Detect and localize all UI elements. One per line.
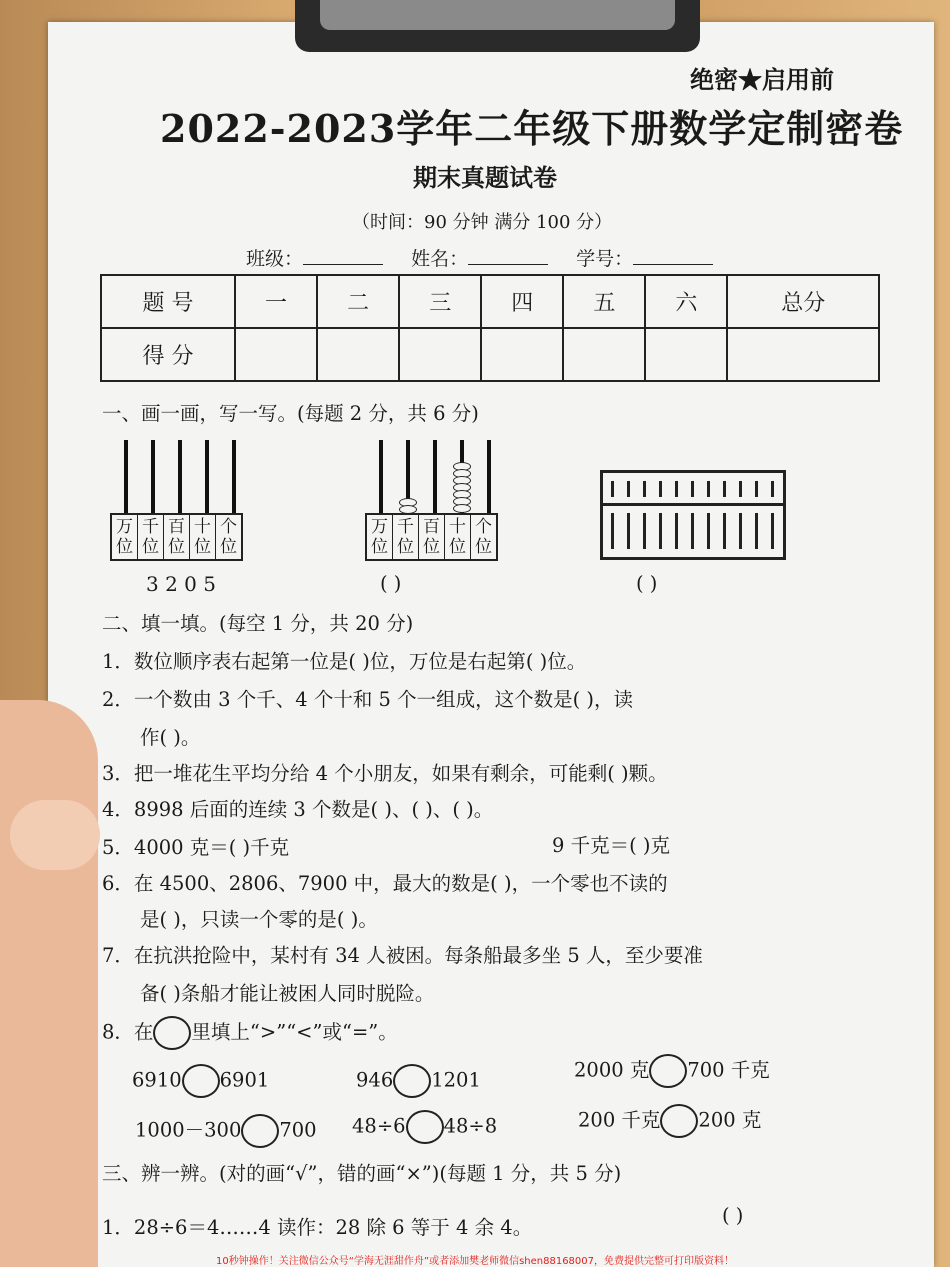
score-header-cell: 一 <box>235 275 317 328</box>
section3-title: 三、辨一辨。(对的画“√”，错的画“×”)(每题 1 分，共 5 分) <box>102 1162 622 1185</box>
q2-3: 3．把一堆花生平均分给 4 个小朋友，如果有剩余，可能剩( )颗。 <box>102 762 668 785</box>
abacus-3-frame <box>600 470 786 560</box>
score-header-cell: 五 <box>563 275 645 328</box>
compare-circle[interactable] <box>406 1110 444 1144</box>
q2-5b: 9 千克＝( )克 <box>552 834 671 857</box>
score-cell[interactable] <box>235 328 317 381</box>
score-header-cell: 二 <box>317 275 399 328</box>
score-cell[interactable] <box>317 328 399 381</box>
thumb <box>10 800 100 870</box>
id-blank[interactable] <box>633 264 713 265</box>
score-cell[interactable] <box>563 328 645 381</box>
name-label: 姓名： <box>411 248 469 270</box>
compare-3: 2000 克 700 千克 <box>574 1054 770 1088</box>
secret-label: 绝密★启用前 <box>690 65 834 94</box>
score-header-cell: 四 <box>481 275 563 328</box>
score-row-label: 得 分 <box>101 328 235 381</box>
compare-circle[interactable] <box>649 1054 687 1088</box>
q3-1-answer[interactable]: ( ) <box>722 1204 744 1227</box>
exam-title: 2022-2023学年二年级下册数学定制密卷 <box>160 106 904 151</box>
abacus-2-answer[interactable]: ( ) <box>380 572 402 595</box>
score-header-row <box>101 275 879 328</box>
score-cell[interactable] <box>645 328 727 381</box>
compare-1: 6910 6901 <box>132 1064 269 1098</box>
score-cell[interactable] <box>399 328 481 381</box>
place-value-labels: 万位 千位 百位 十位 个位 <box>365 513 498 561</box>
score-header-cell: 三 <box>399 275 481 328</box>
name-blank[interactable] <box>468 264 548 265</box>
score-value-row <box>101 328 879 381</box>
student-fields <box>246 244 735 271</box>
q2-7b: 备( )条船才能让被困人同时脱险。 <box>140 982 435 1005</box>
compare-circle[interactable] <box>182 1064 220 1098</box>
compare-circle <box>153 1016 191 1050</box>
exam-subtitle: 期末真题试卷 <box>413 163 557 192</box>
class-label: 班级： <box>246 248 304 270</box>
bead <box>453 504 471 513</box>
score-table <box>100 274 880 382</box>
q2-7a: 7．在抗洪抢险中，某村有 34 人被困。每条船最多坐 5 人，至少要准 <box>102 944 703 967</box>
score-header-cell: 总分 <box>727 275 879 328</box>
q2-2b: 作( )。 <box>140 726 201 749</box>
q2-2a: 2．一个数由 3 个千、4 个十和 5 个一组成，这个数是( )，读 <box>102 688 634 711</box>
score-header-cell: 六 <box>645 275 727 328</box>
abacus-2 <box>365 440 505 565</box>
id-label: 学号： <box>576 248 634 270</box>
clip-plate <box>320 0 675 30</box>
compare-5: 48÷6 48÷8 <box>352 1110 497 1144</box>
time-info: （时间：90 分钟 满分 100 分） <box>352 212 613 233</box>
place-value-labels: 万位 千位 百位 十位 个位 <box>110 513 243 561</box>
class-blank[interactable] <box>303 264 383 265</box>
compare-circle[interactable] <box>660 1104 698 1138</box>
section2-title: 二、填一填。(每空 1 分，共 20 分) <box>102 612 414 635</box>
compare-circle[interactable] <box>393 1064 431 1098</box>
q2-6b: 是( )，只读一个零的是( )。 <box>140 908 378 931</box>
compare-2: 946 1201 <box>356 1064 481 1098</box>
score-cell[interactable] <box>481 328 563 381</box>
hand <box>0 700 98 1267</box>
q3-1: 1．28÷6＝4……4 读作：28 除 6 等于 4 余 4。 <box>102 1216 533 1239</box>
q2-6a: 6．在 4500、2806、7900 中，最大的数是( )，一个零也不读的 <box>102 872 668 895</box>
compare-6: 200 千克 200 克 <box>578 1104 761 1138</box>
abacus-3-answer[interactable]: ( ) <box>636 572 658 595</box>
q2-4: 4．8998 后面的连续 3 个数是( )、( )、( )。 <box>102 798 494 821</box>
section1-title: 一、画一画，写一写。(每题 2 分，共 6 分) <box>102 402 479 425</box>
q2-5a: 5．4000 克＝( )千克 <box>102 836 290 859</box>
abacus-1-number: 3 2 0 5 <box>146 572 216 596</box>
q2-8: 8．在 里填上“>”“<”或“=”。 <box>102 1016 398 1050</box>
score-cell[interactable] <box>727 328 879 381</box>
q2-1: 1．数位顺序表右起第一位是( )位，万位是右起第( )位。 <box>102 650 587 673</box>
abacus-1 <box>110 440 250 565</box>
compare-4: 1000－300 700 <box>135 1114 317 1148</box>
score-header-cell: 题 号 <box>101 275 235 328</box>
footer-notice: 10秒钟操作！关注微信公众号“学海无涯甜作舟”或者添加樊老师微信shen88168007，免费提供完整可打印版资料！ <box>215 1256 735 1267</box>
compare-circle[interactable] <box>241 1114 279 1148</box>
